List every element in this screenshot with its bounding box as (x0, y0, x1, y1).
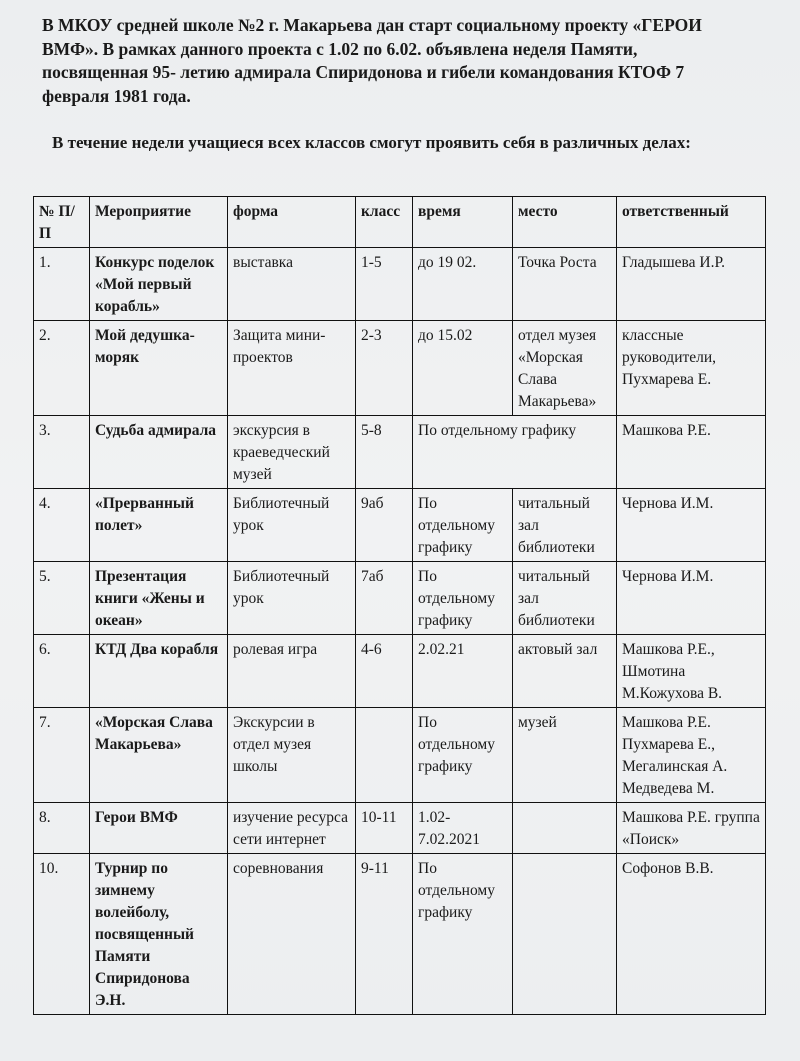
cell-place: актовый зал (513, 635, 617, 708)
cell-num: 2. (34, 321, 90, 416)
cell-class (356, 708, 413, 803)
cell-form: Библиотечный урок (228, 489, 356, 562)
table-row (34, 635, 766, 708)
cell-form: ролевая игра (228, 635, 356, 708)
cell-place: читальный зал библиотеки (513, 489, 617, 562)
table-row (34, 489, 766, 562)
intro-paragraph (42, 14, 742, 108)
cell-num: 4. (34, 489, 90, 562)
table-row (34, 562, 766, 635)
cell-responsible: Машкова Р.Е. группа «Поиск» (617, 803, 766, 854)
cell-responsible: Гладышева И.Р. (617, 248, 766, 321)
cell-form: Защита мини-проектов (228, 321, 356, 416)
cell-event: Турнир по зимнему волейболу, посвященный Памяти Спиридонова Э.Н. (90, 854, 228, 1015)
cell-place: отдел музея «Морская Слава Макарьева» (513, 321, 617, 416)
cell-num: 10. (34, 854, 90, 1015)
cell-event: Герои ВМФ (90, 803, 228, 854)
cell-time: По отдельному графику (413, 708, 513, 803)
cell-time: По отдельному графику (413, 854, 513, 1015)
cell-place: Точка Роста (513, 248, 617, 321)
cell-responsible: Чернова И.М. (617, 562, 766, 635)
cell-place: читальный зал библиотеки (513, 562, 617, 635)
header-num: № П/П (34, 197, 90, 248)
cell-num: 8. (34, 803, 90, 854)
cell-place (513, 803, 617, 854)
cell-place (513, 854, 617, 1015)
cell-responsible: Машкова Р.Е. (617, 416, 766, 489)
cell-responsible: Машкова Р.Е., Шмотина М.Кожухова В. (617, 635, 766, 708)
intro-text: В МКОУ средней школе №2 г. Макарьева дан старт социальному проекту «ГЕРОИ ВМФ». В рамках данного проекта с 1.02 по 6.02. объявлена неделя Памяти, посвященная 95- летию адмирала Спиридонова и гибели командования КТОФ 7 февраля 1981 года. (42, 15, 702, 106)
cell-form: Библиотечный урок (228, 562, 356, 635)
cell-class: 9-11 (356, 854, 413, 1015)
table-row (34, 854, 766, 1015)
header-class: класс (356, 197, 413, 248)
header-responsible: ответственный (617, 197, 766, 248)
cell-time: 2.02.21 (413, 635, 513, 708)
table-header-row (34, 197, 766, 248)
cell-num: 6. (34, 635, 90, 708)
header-time: время (413, 197, 513, 248)
cell-form: соревнования (228, 854, 356, 1015)
cell-event: «Прерванный полет» (90, 489, 228, 562)
cell-class: 7аб (356, 562, 413, 635)
cell-time-merged: По отдельному графику (413, 416, 617, 489)
cell-place: музей (513, 708, 617, 803)
cell-form: выставка (228, 248, 356, 321)
cell-event: «Морская Слава Макарьева» (90, 708, 228, 803)
cell-form: Экскурсии в отдел музея школы (228, 708, 356, 803)
table-row (34, 803, 766, 854)
table-row (34, 416, 766, 489)
cell-time: По отдельному графику (413, 489, 513, 562)
cell-class: 9аб (356, 489, 413, 562)
cell-form: изучение ресурса сети интернет (228, 803, 356, 854)
cell-num: 1. (34, 248, 90, 321)
table-row (34, 248, 766, 321)
cell-event: Судьба адмирала (90, 416, 228, 489)
cell-class: 1-5 (356, 248, 413, 321)
header-place: место (513, 197, 617, 248)
cell-event: Мой дедушка-моряк (90, 321, 228, 416)
header-event: Мероприятие (90, 197, 228, 248)
cell-num: 5. (34, 562, 90, 635)
cell-time: до 19 02. (413, 248, 513, 321)
table-row (34, 708, 766, 803)
cell-class: 10-11 (356, 803, 413, 854)
cell-responsible: Чернова И.М. (617, 489, 766, 562)
events-table (33, 196, 766, 1015)
cell-responsible: классные руководители, Пухмарева Е. (617, 321, 766, 416)
cell-event: Конкурс поделок «Мой первый корабль» (90, 248, 228, 321)
cell-time: до 15.02 (413, 321, 513, 416)
header-form: форма (228, 197, 356, 248)
cell-time: 1.02-7.02.2021 (413, 803, 513, 854)
cell-event: Презентация книги «Жены и океан» (90, 562, 228, 635)
lead-sentence: В течение недели учащиеся всех классов смогут проявить себя в различных делах: (52, 133, 691, 152)
cell-event: КТД Два корабля (90, 635, 228, 708)
table-row (34, 321, 766, 416)
cell-class: 2-3 (356, 321, 413, 416)
cell-responsible: Софонов В.В. (617, 854, 766, 1015)
cell-responsible: Машкова Р.Е. Пухмарева Е., Мегалинская А. Медведева М. (617, 708, 766, 803)
cell-num: 3. (34, 416, 90, 489)
cell-time: По отдельному графику (413, 562, 513, 635)
cell-class: 4-6 (356, 635, 413, 708)
cell-num: 7. (34, 708, 90, 803)
cell-form: экскурсия в краеведческий музей (228, 416, 356, 489)
cell-class: 5-8 (356, 416, 413, 489)
